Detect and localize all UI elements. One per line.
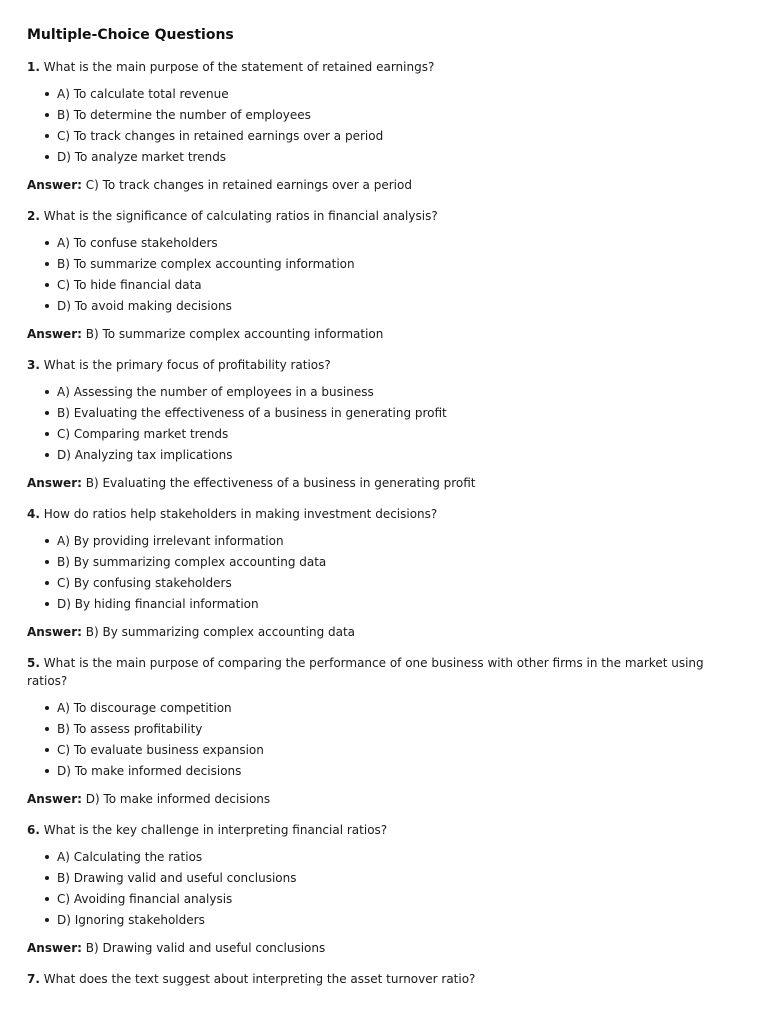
bullet-icon <box>45 602 49 606</box>
options-list <box>27 382 727 466</box>
question-4 <box>27 505 727 641</box>
question-1 <box>27 58 727 194</box>
question-text <box>27 970 727 988</box>
question-prompt: What does the text suggest about interpreting the asset turnover ratio? <box>43 972 476 986</box>
bullet-icon <box>45 241 49 245</box>
option-text: A) To confuse stakeholders <box>57 236 218 250</box>
bullet-icon <box>45 113 49 117</box>
option-item <box>27 382 727 403</box>
answer-line <box>27 176 727 194</box>
option-item <box>27 403 727 424</box>
question-prompt: What is the main purpose of comparing the performance of one business with other firms in the market using ratios? <box>27 656 704 688</box>
question-3 <box>27 356 727 492</box>
option-text: D) To avoid making decisions <box>57 299 232 313</box>
bullet-icon <box>45 876 49 880</box>
option-text: B) To assess profitability <box>57 722 203 736</box>
bullet-icon <box>45 92 49 96</box>
question-2 <box>27 207 727 343</box>
answer-label: Answer: <box>27 792 82 806</box>
question-6 <box>27 821 727 957</box>
bullet-icon <box>45 897 49 901</box>
bullet-icon <box>45 748 49 752</box>
bullet-icon <box>45 539 49 543</box>
question-number: 2. <box>27 209 40 223</box>
answer-text: B) Evaluating the effectiveness of a business in generating profit <box>85 476 476 490</box>
option-item <box>27 254 727 275</box>
answer-text: D) To make informed decisions <box>85 792 271 806</box>
bullet-icon <box>45 283 49 287</box>
option-text: D) To make informed decisions <box>57 764 242 778</box>
options-list <box>27 847 727 931</box>
question-prompt: What is the primary focus of profitability ratios? <box>43 358 331 372</box>
question-number: 5. <box>27 656 40 670</box>
option-item <box>27 889 727 910</box>
answer-line <box>27 939 727 957</box>
bullet-icon <box>45 411 49 415</box>
answer-label: Answer: <box>27 178 82 192</box>
answer-line <box>27 325 727 343</box>
option-text: D) Analyzing tax implications <box>57 448 233 462</box>
option-item <box>27 719 727 740</box>
option-item <box>27 147 727 168</box>
option-text: D) Ignoring stakeholders <box>57 913 205 927</box>
answer-label: Answer: <box>27 327 82 341</box>
option-text: A) Calculating the ratios <box>57 850 203 864</box>
option-item <box>27 296 727 317</box>
question-text <box>27 505 727 523</box>
option-item <box>27 275 727 296</box>
question-7 <box>27 970 727 988</box>
bullet-icon <box>45 304 49 308</box>
option-text: C) Comparing market trends <box>57 427 229 441</box>
options-list <box>27 698 727 782</box>
option-text: A) By providing irrelevant information <box>57 534 284 548</box>
option-text: B) Evaluating the effectiveness of a business in generating profit <box>57 406 447 420</box>
answer-line <box>27 623 727 641</box>
answer-text: C) To track changes in retained earnings over a period <box>85 178 412 192</box>
option-text: D) To analyze market trends <box>57 150 227 164</box>
question-prompt: What is the key challenge in interpreting financial ratios? <box>43 823 388 837</box>
options-list <box>27 531 727 615</box>
answer-label: Answer: <box>27 941 82 955</box>
question-number: 6. <box>27 823 40 837</box>
bullet-icon <box>45 262 49 266</box>
option-text: A) To discourage competition <box>57 701 232 715</box>
bullet-icon <box>45 453 49 457</box>
answer-text: B) By summarizing complex accounting data <box>85 625 356 639</box>
option-text: B) Drawing valid and useful conclusions <box>57 871 297 885</box>
bullet-icon <box>45 560 49 564</box>
option-text: B) To determine the number of employees <box>57 108 311 122</box>
option-text: C) To evaluate business expansion <box>57 743 264 757</box>
option-item <box>27 233 727 254</box>
page-title: Multiple-Choice Questions <box>27 27 234 43</box>
option-item <box>27 573 727 594</box>
option-item <box>27 424 727 445</box>
bullet-icon <box>45 727 49 731</box>
option-item <box>27 740 727 761</box>
bullet-icon <box>45 155 49 159</box>
option-text: C) Avoiding financial analysis <box>57 892 233 906</box>
option-item <box>27 910 727 931</box>
options-list <box>27 84 727 168</box>
bullet-icon <box>45 432 49 436</box>
bullet-icon <box>45 769 49 773</box>
option-text: D) By hiding financial information <box>57 597 259 611</box>
option-text: B) By summarizing complex accounting data <box>57 555 327 569</box>
option-text: C) To track changes in retained earnings over a period <box>57 129 384 143</box>
option-item <box>27 531 727 552</box>
question-number: 3. <box>27 358 40 372</box>
option-item <box>27 445 727 466</box>
answer-label: Answer: <box>27 476 82 490</box>
option-text: A) Assessing the number of employees in a business <box>57 385 374 399</box>
answer-text: B) To summarize complex accounting information <box>85 327 384 341</box>
option-item <box>27 84 727 105</box>
question-text <box>27 58 727 76</box>
answer-text: B) Drawing valid and useful conclusions <box>85 941 326 955</box>
option-item <box>27 847 727 868</box>
option-text: A) To calculate total revenue <box>57 87 229 101</box>
bullet-icon <box>45 390 49 394</box>
bullet-icon <box>45 855 49 859</box>
option-item <box>27 698 727 719</box>
option-item <box>27 126 727 147</box>
question-5 <box>27 654 727 808</box>
question-number: 1. <box>27 60 40 74</box>
question-text <box>27 654 717 690</box>
bullet-icon <box>45 134 49 138</box>
bullet-icon <box>45 918 49 922</box>
question-text <box>27 207 727 225</box>
answer-line <box>27 474 727 492</box>
option-item <box>27 105 727 126</box>
answer-label: Answer: <box>27 625 82 639</box>
question-prompt: What is the main purpose of the statement of retained earnings? <box>43 60 435 74</box>
option-text: B) To summarize complex accounting information <box>57 257 355 271</box>
answer-line <box>27 790 727 808</box>
question-prompt: How do ratios help stakeholders in making investment decisions? <box>43 507 438 521</box>
option-item <box>27 868 727 889</box>
option-text: C) By confusing stakeholders <box>57 576 232 590</box>
option-item <box>27 761 727 782</box>
question-number: 4. <box>27 507 40 521</box>
question-text <box>27 356 727 374</box>
question-number: 7. <box>27 972 40 986</box>
question-prompt: What is the significance of calculating ratios in financial analysis? <box>43 209 438 223</box>
bullet-icon <box>45 581 49 585</box>
option-text: C) To hide financial data <box>57 278 202 292</box>
question-text <box>27 821 727 839</box>
option-item <box>27 594 727 615</box>
bullet-icon <box>45 706 49 710</box>
option-item <box>27 552 727 573</box>
options-list <box>27 233 727 317</box>
